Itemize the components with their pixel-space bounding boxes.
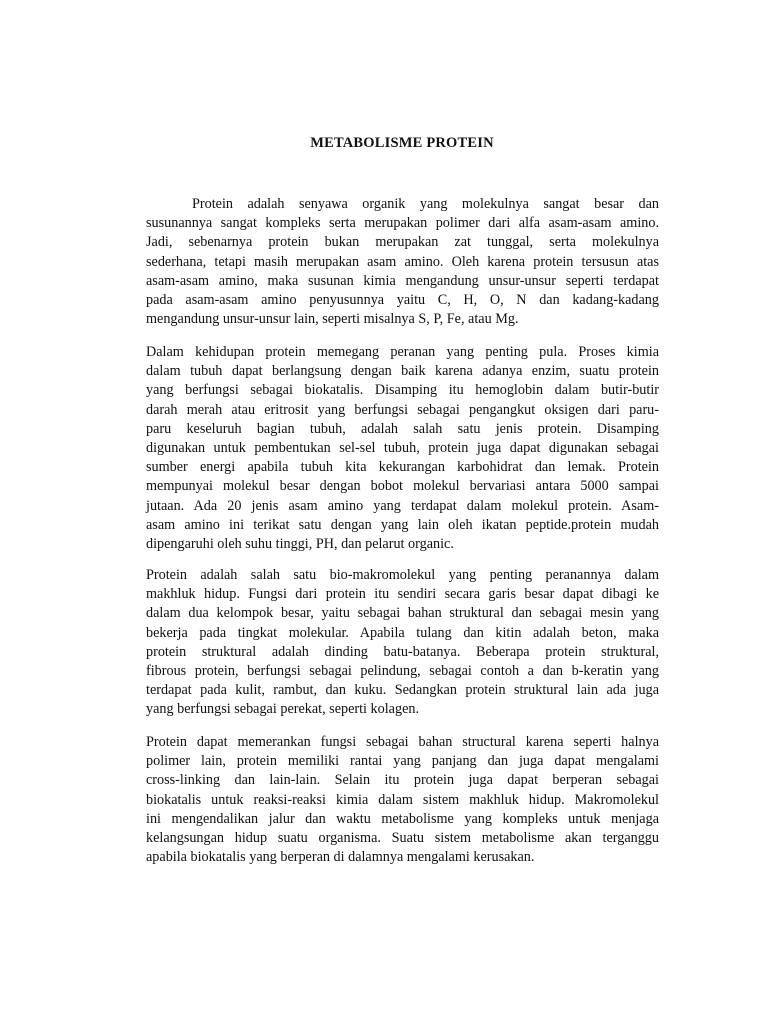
paragraph-line: dipengaruhi oleh suhu tinggi, PH, dan pelarut organic. — [146, 535, 454, 552]
paragraph-line: sederhana, tetapi masih merupakan asam amino. Oleh karena protein tersusun atas — [146, 253, 659, 270]
paragraph-line: yang berfungsi sebagai biokatalis. Disamping itu hemoglobin dalam butir-butir — [146, 382, 659, 399]
paragraph-line: sumber energi apabila tubuh kita kekurangan karbohidrat dan lemak. Protein — [146, 459, 659, 476]
paragraph-line: biokatalis untuk reaksi-reaksi kimia dalam sistem makhluk hidup. Makromolekul — [146, 791, 659, 808]
paragraph-line: mempunyai molekul besar dengan bobot molekul bervariasi antara 5000 sampai — [146, 478, 659, 495]
paragraph-3 — [146, 566, 659, 720]
paragraph-line: apabila biokatalis yang berperan di dalamnya mengalami kerusakan. — [146, 849, 535, 866]
paragraph-line: polimer lain, protein memiliki rantai yang panjang dan juga dapat mengalami — [146, 753, 659, 770]
paragraph-line: terdapat pada kulit, rambut, dan kuku. Sedangkan protein struktural lain ada juga — [146, 682, 659, 699]
paragraph-line: susunannya sangat kompleks serta merupakan polimer dari alfa asam-asam amino. — [146, 215, 659, 232]
paragraph-line: ini mengendalikan jalur dan waktu metabolisme yang kompleks untuk menjaga — [146, 810, 659, 827]
paragraph-line: asam amino ini terikat satu dengan yang lain oleh ikatan peptide.protein mudah — [146, 516, 659, 533]
paragraph-1 — [146, 195, 659, 329]
paragraph-4 — [146, 733, 659, 867]
paragraph-line: Dalam kehidupan protein memegang peranan yang penting pula. Proses kimia — [146, 344, 659, 360]
paragraph-line: darah merah atau eritrosit yang berfungsi sebagai pengangkut oksigen dari paru- — [146, 401, 659, 418]
paragraph-line: yang berfungsi sebagai perekat, seperti kolagen. — [146, 701, 420, 718]
paragraph-line: fibrous protein, berfungsi sebagai pelindung, sebagai contoh a dan b-keratin yang — [146, 662, 659, 679]
paragraph-line: Protein adalah salah satu bio-makromolekul yang penting peranannya dalam — [146, 567, 659, 583]
paragraph-line: mengandung unsur-unsur lain, seperti misalnya S, P, Fe, atau Mg. — [146, 311, 519, 328]
paragraph-line: dalam tubuh dapat berlangsung dengan baik karena adanya enzim, suatu protein — [146, 363, 659, 380]
paragraph-line: Protein dapat memerankan fungsi sebagai bahan structural karena seperti halnya — [146, 734, 659, 750]
paragraph-line: kelangsungan hidup suatu organisma. Suatu sistem metabolisme akan terganggu — [146, 829, 659, 846]
paragraph-line: protein struktural adalah dinding batu-batanya. Beberapa protein struktural, — [146, 643, 659, 660]
paragraph-line: dalam dua kelompok besar, yaitu sebagai bahan struktural dan sebagai mesin yang — [146, 605, 659, 622]
paragraph-line: bekerja pada tingkat molekular. Apabila tulang dan kitin adalah beton, maka — [146, 624, 659, 641]
paragraph-line: Jadi, sebenarnya protein bukan merupakan zat tunggal, serta molekulnya — [146, 234, 659, 251]
paragraph-line: jutaan. Ada 20 jenis asam amino yang terdapat dalam molekul protein. Asam- — [146, 497, 659, 514]
paragraph-line: asam-asam amino, maka susunan kimia mengandung unsur-unsur seperti terdapat — [146, 272, 659, 289]
paragraph-line: cross-linking dan lain-lain. Selain itu protein juga dapat berperan sebagai — [146, 772, 659, 789]
paragraph-line: makhluk hidup. Fungsi dari protein itu sendiri secara garis besar dapat dibagi ke — [146, 586, 659, 603]
paragraph-2 — [146, 343, 659, 554]
document-title: METABOLISME PROTEIN — [310, 135, 494, 151]
paragraph-line: digunakan untuk pembentukan sel-sel tubuh, protein juga dapat digunakan sebagai — [146, 439, 659, 456]
paragraph-line: paru keseluruh bagian tubuh, adalah salah satu jenis protein. Disamping — [146, 420, 659, 437]
paragraph-line: Protein adalah senyawa organik yang molekulnya sangat besar dan — [192, 196, 659, 212]
paragraph-line: pada asam-asam amino penyusunnya yaitu C, H, O, N dan kadang-kadang — [146, 291, 659, 308]
